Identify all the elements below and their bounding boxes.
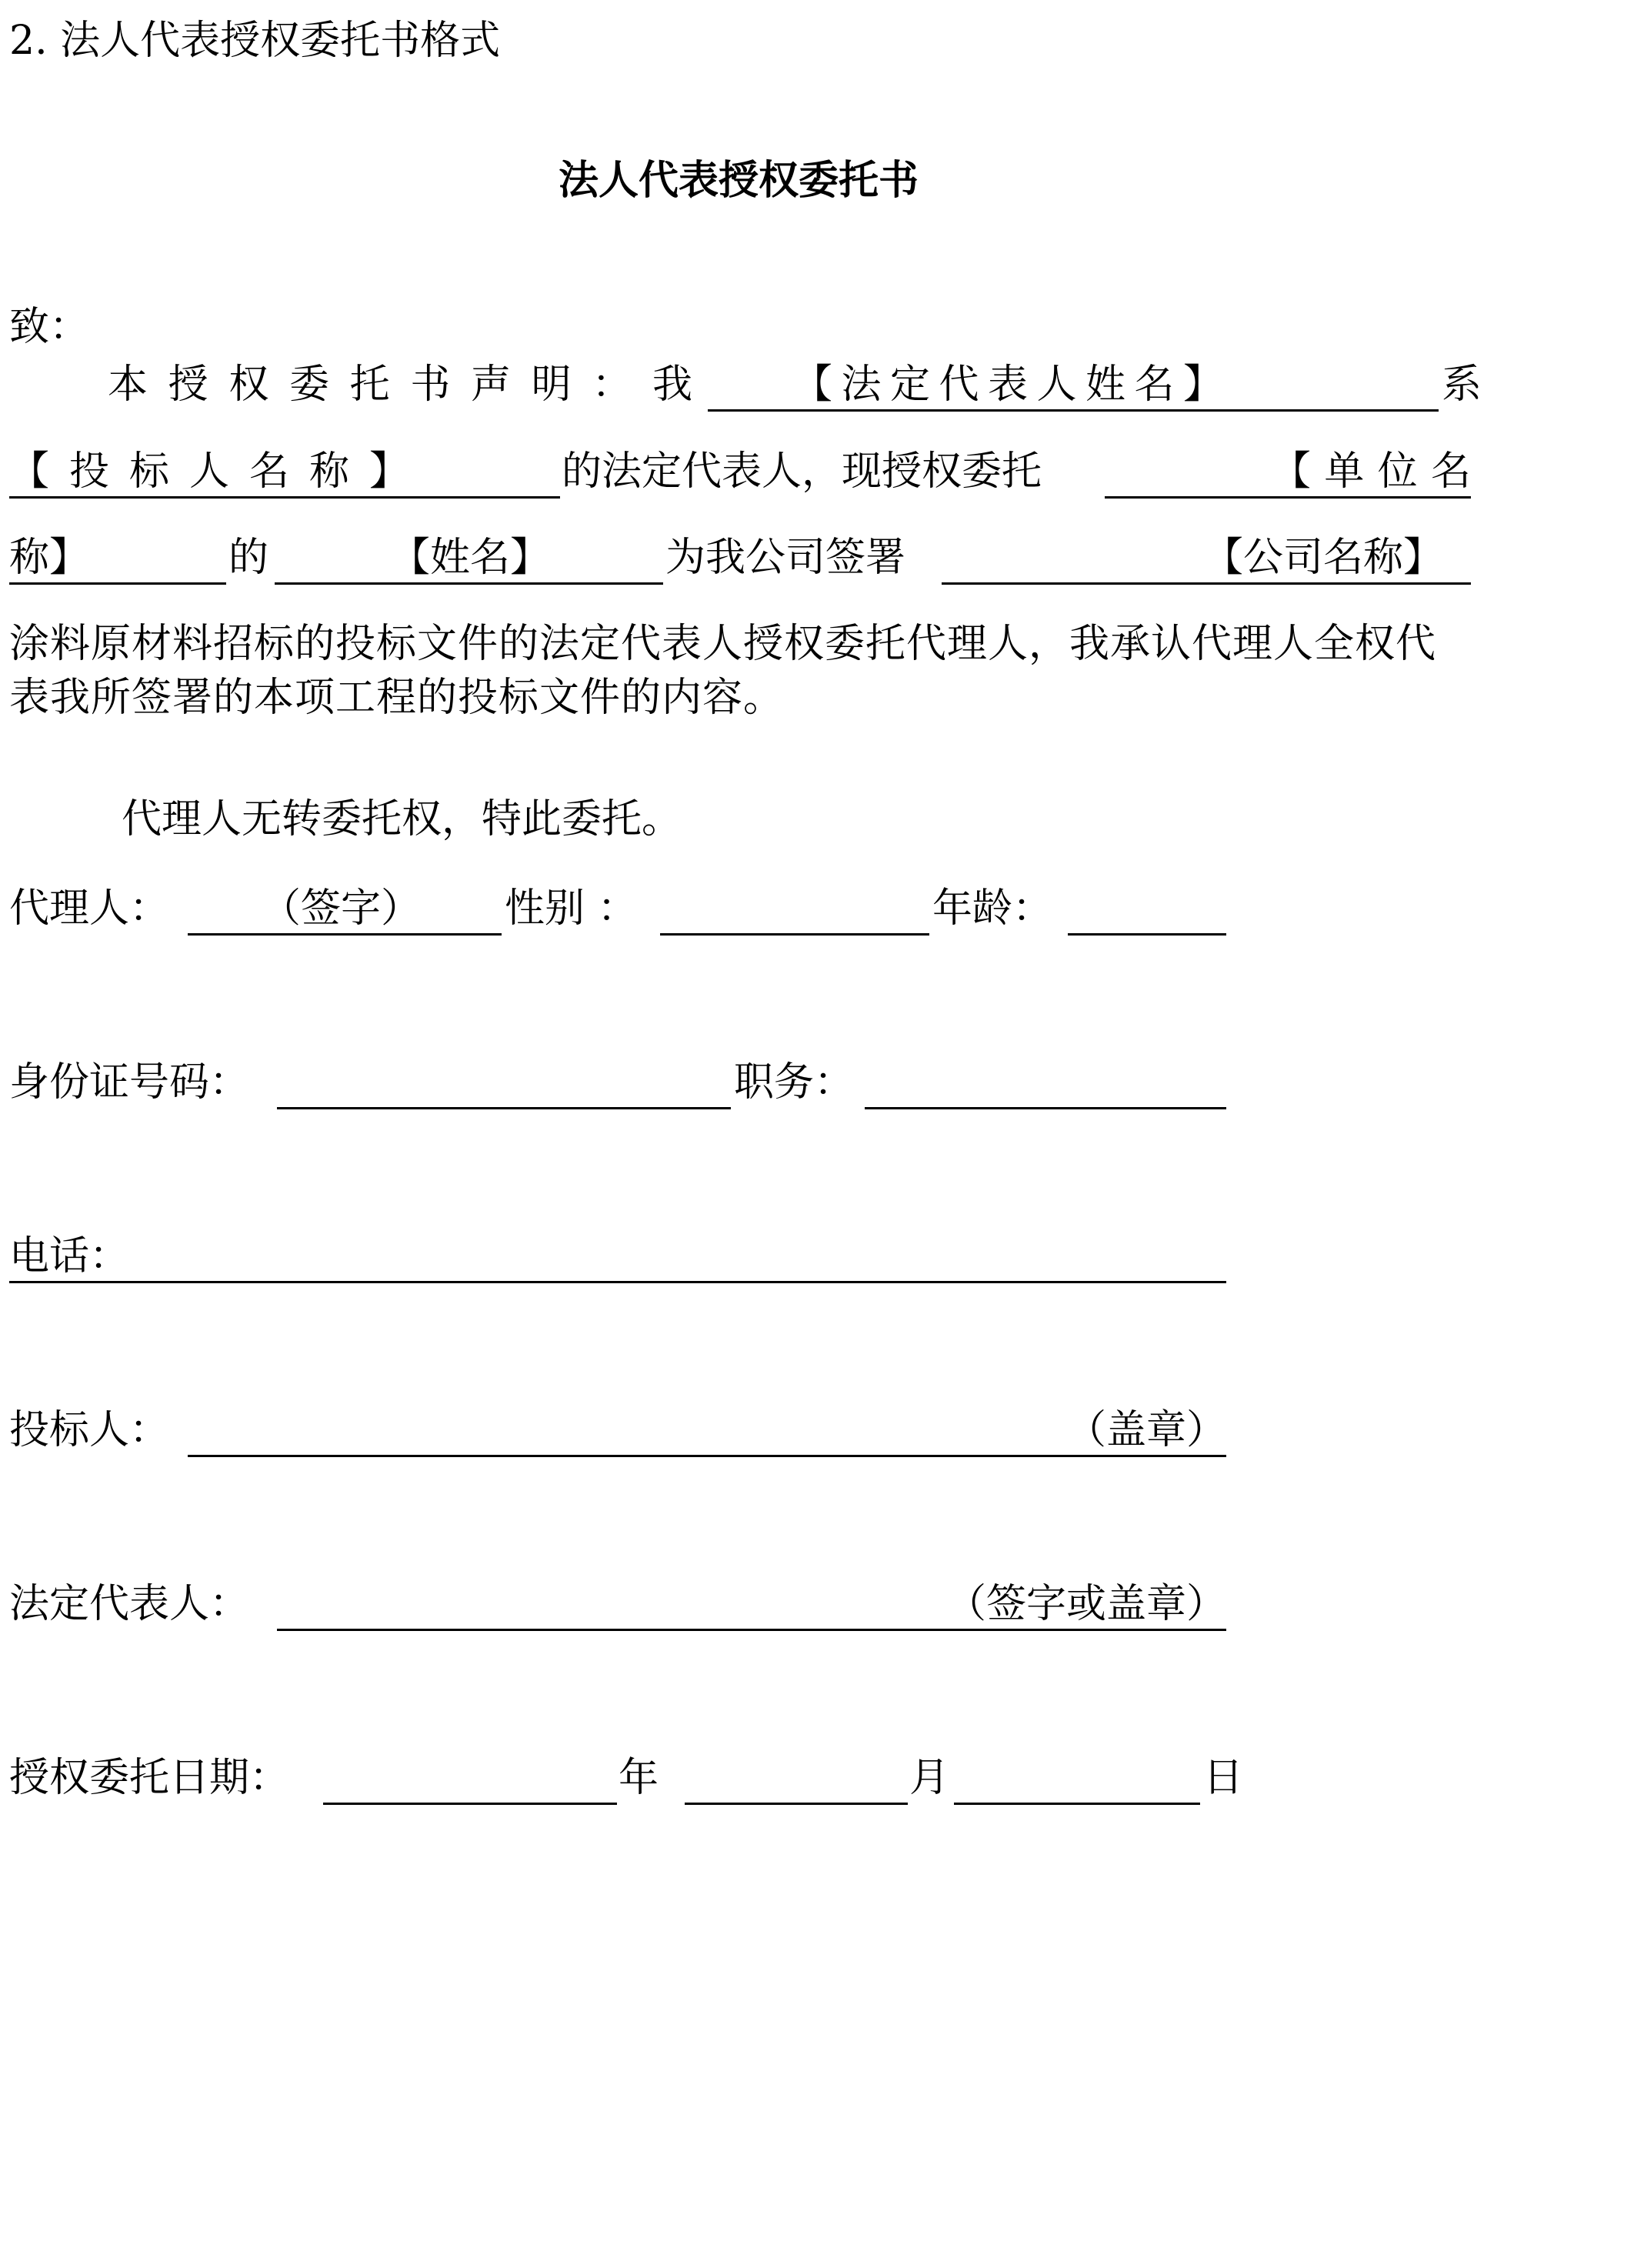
statement-line-3	[9, 531, 1471, 585]
legal-rep-line	[9, 1577, 1471, 1631]
date-month-field[interactable]	[685, 1751, 908, 1805]
legal-rep-name-blank[interactable]	[708, 358, 1439, 412]
id-position-line	[9, 1056, 1471, 1109]
no-sub-delegation-line	[9, 792, 1471, 846]
gender-field[interactable]	[660, 882, 929, 936]
legal-rep-label: 法定代表人：	[9, 1581, 250, 1627]
statement-suffix: 系	[1442, 362, 1482, 408]
bidder-label: 投标人：	[9, 1407, 170, 1453]
company-name-blank[interactable]	[942, 531, 1471, 585]
phone-line	[9, 1229, 1471, 1283]
bidder-name-placeholder: 【投标人名称】	[9, 449, 409, 495]
date-year-field[interactable]	[323, 1751, 617, 1805]
gender-label: 性别 ：	[505, 886, 638, 932]
legal-rep-hint: （签字或盖章）	[945, 1581, 1226, 1627]
document-title: 法人代表授权委托书	[558, 158, 919, 204]
agent-name-blank[interactable]	[275, 531, 663, 585]
id-number-field[interactable]	[277, 1056, 731, 1109]
statement-of: 的	[228, 535, 269, 581]
statement-line-1	[9, 358, 1482, 412]
no-sub-delegation: 代理人无转委托权，特此委托。	[122, 796, 682, 842]
statement-sign-text: 为我公司签署	[665, 535, 906, 581]
legal-rep-signature-field[interactable]	[277, 1577, 1226, 1631]
unit-name-blank-part1[interactable]	[1105, 445, 1471, 499]
agent-sign-hint: （签字）	[261, 886, 422, 932]
company-name-placeholder: 【公司名称】	[1203, 535, 1444, 581]
statement-line-2	[9, 445, 1471, 499]
section-title: 2. 法人代表授权委托书格式	[9, 18, 501, 64]
date-day-field[interactable]	[954, 1751, 1200, 1805]
agent-signature-field[interactable]	[188, 882, 502, 936]
age-label: 年龄：	[932, 886, 1053, 932]
date-label: 授权委托日期：	[9, 1755, 290, 1801]
phone-field[interactable]	[9, 1229, 1226, 1283]
date-year-label: 年	[619, 1755, 659, 1801]
unit-name-placeholder-part2: 称】	[9, 535, 90, 581]
legal-rep-name-placeholder: 【法定代表人姓名】	[792, 362, 1223, 408]
bidder-seal-hint: （盖章）	[1065, 1407, 1226, 1453]
agent-name-placeholder: 【姓名】	[390, 535, 551, 581]
bidder-line	[9, 1403, 1471, 1457]
position-label: 职务：	[734, 1059, 855, 1106]
date-line	[9, 1751, 1471, 1805]
salutation: 致：	[9, 304, 90, 350]
unit-name-blank-part2[interactable]	[9, 531, 226, 585]
age-field[interactable]	[1068, 882, 1226, 936]
phone-label: 电话：	[9, 1233, 130, 1279]
agent-label: 代理人：	[9, 886, 170, 932]
id-label: 身份证号码：	[9, 1059, 250, 1106]
statement-middle-text: 的法定代表人，现授权委托	[562, 449, 1042, 495]
salutation-line	[9, 300, 1471, 354]
section-title-line	[9, 14, 1471, 68]
bidder-seal-field[interactable]	[188, 1403, 1226, 1457]
statement-continuation: 涂料原材料招标的投标文件的法定代表人授权委托代理人，我承认代理人全权代表我所签署的本项工程的投标文件的内容。	[9, 621, 1437, 721]
agent-info-line	[9, 882, 1471, 936]
position-field[interactable]	[865, 1056, 1226, 1109]
date-day-label: 日	[1203, 1755, 1244, 1801]
unit-name-placeholder-part1: 【单位名	[1271, 449, 1471, 495]
date-month-label: 月	[909, 1755, 950, 1801]
statement-intro: 本授权委托书声明：我	[108, 362, 692, 408]
bidder-name-blank[interactable]	[9, 445, 560, 499]
